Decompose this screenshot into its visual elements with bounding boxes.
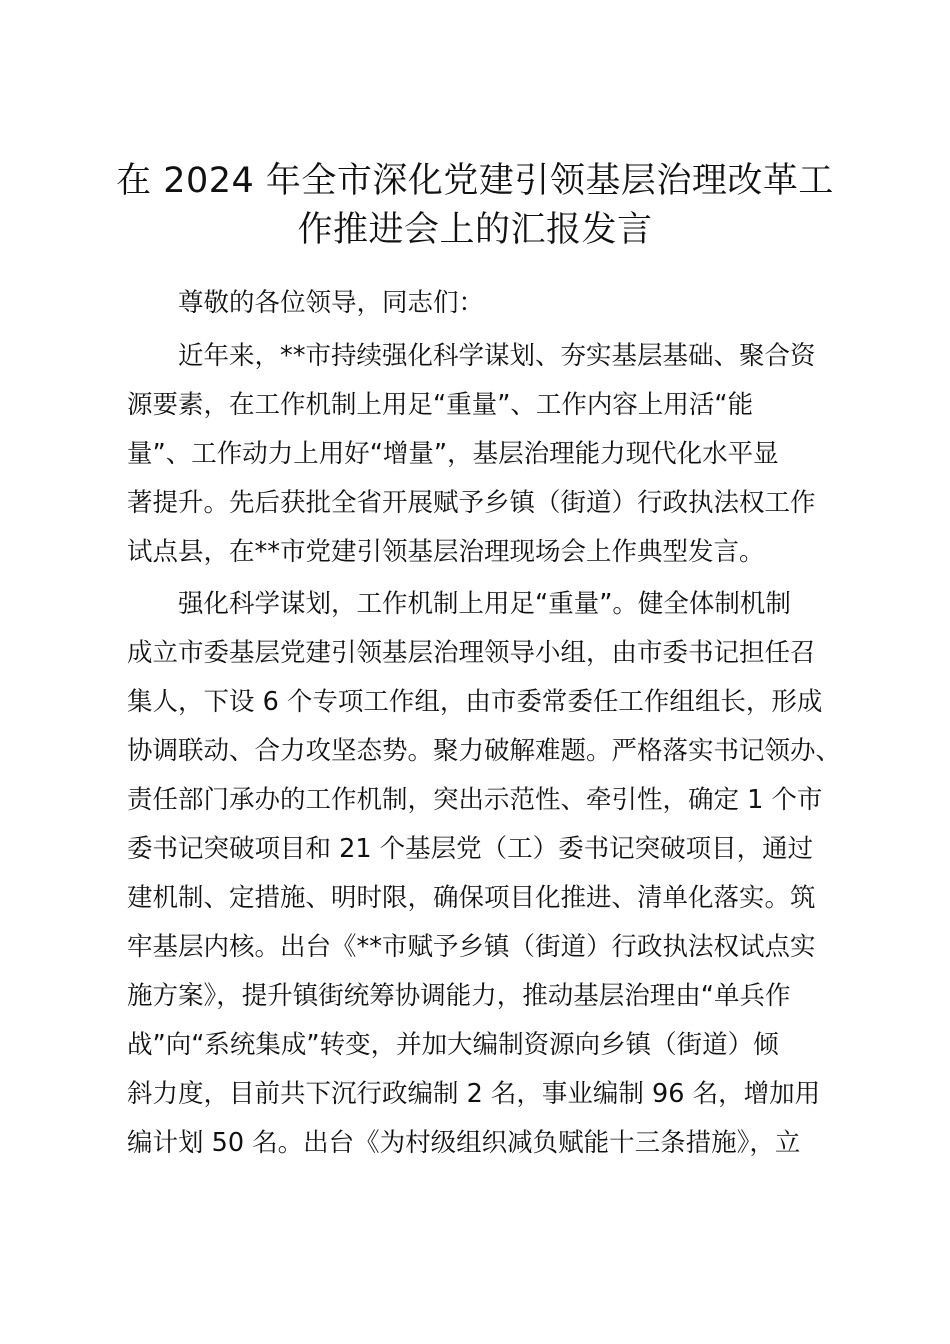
body-line: 成立市委基层党建引领基层治理领导小组，由市委书记担任召 [127,638,816,668]
body-line: 著提升。先后获批全省开展赋予乡镇（街道）行政执法权工作 [127,488,816,518]
body-line: 战”向“系统集成”转变，并加大编制资源向乡镇（街道）倾 [127,1030,779,1060]
document-title-line-2: 作推进会上的汇报发言 [297,210,653,250]
body-line: 近年来，**市持续强化科学谋划、夯实基层基础、聚合资 [127,341,816,371]
body-line: 编计划 50 名。出台《为村级组织减负赋能十三条措施》，立 [127,1128,801,1158]
body-line: 委书记突破项目和 21 个基层党（工）委书记突破项目，通过 [127,834,814,864]
body-line: 集人，下设 6 个专项工作组，由市委常委任工作组组长，形成 [127,687,823,717]
body-line: 责任部门承办的工作机制，突出示范性、牵引性，确定 1 个市 [127,785,823,815]
body-line: 源要素，在工作机制上用足“重量”、工作内容上用活“能 [127,390,754,420]
body-line: 协调联动、合力攻坚态势。聚力破解难题。严格落实书记领办、 [127,736,842,766]
body-line: 建机制、定措施、明时限，确保项目化推进、清单化落实。筑 [127,883,816,913]
body-line: 试点县，在**市党建引领基层治理现场会上作典型发言。 [127,537,765,567]
greeting-line: 尊敬的各位领导，同志们： [127,288,485,318]
document-title-line-1: 在 2024 年全市深化党建引领基层治理改革工 [116,161,834,201]
body-line: 强化科学谋划，工作机制上用足“重量”。健全体制机制 [127,589,791,619]
body-line: 斜力度，目前共下沉行政编制 2 名，事业编制 96 名，增加用 [127,1079,821,1109]
body-line: 施方案》，提升镇街统筹协调能力，推动基层治理由“单兵作 [127,981,791,1011]
body-line: 牢基层内核。出台《**市赋予乡镇（街道）行政执法权试点实 [127,932,816,962]
body-line: 量”、工作动力上用好“增量”，基层治理能力现代化水平显 [127,439,779,469]
